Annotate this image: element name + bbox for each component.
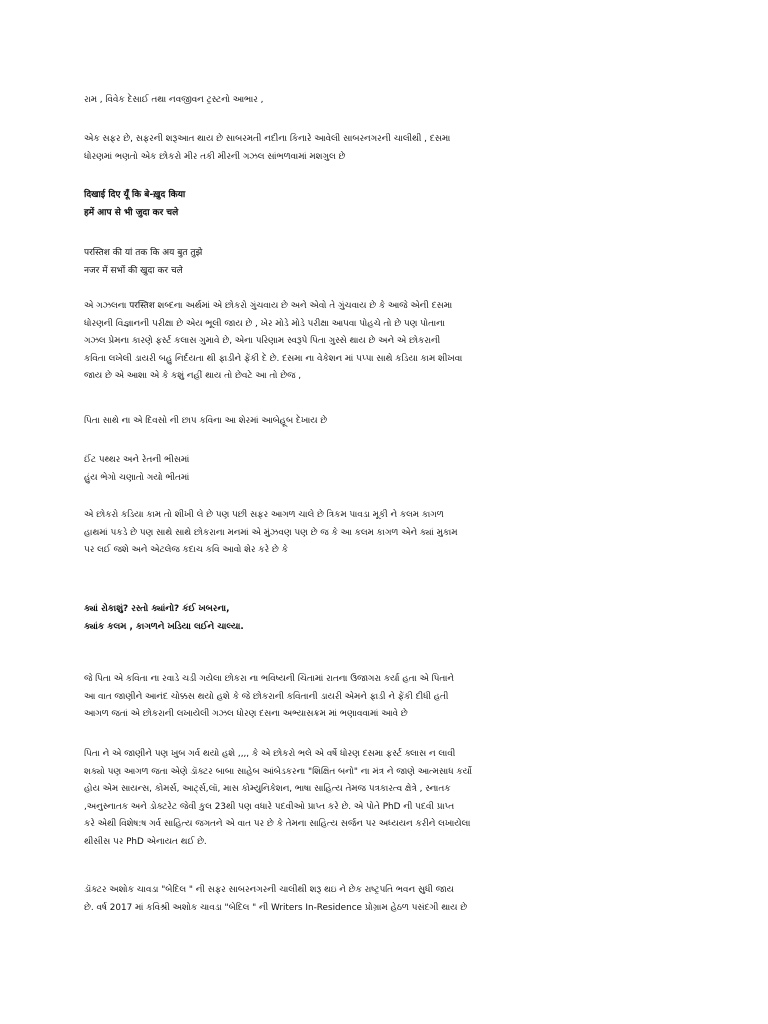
father-joy-paragraph [84,671,684,724]
ghazal-confusion-paragraph [84,298,684,386]
text-line: नजर में सभों की खुदा कर चले [84,265,183,276]
text-line: ,અનુસ્નાતક અને ડોક્ટરેટ જેવી કુલ 23થી પણ વધારે પદવીઓ પ્રાપ્ત કરે છે. એ પોતે PhD ની પદવી પ્રાપ્ત [84,801,455,812]
text-line: એક સફર છે, સફરની શરૂઆત થાય છે સાબરમતી નદીના કિનારે આવેલી સાબરનગરની ચાલીથી , દસમા [84,134,451,144]
text-line: ક્યાંક કલમ , કાગળને ખડિયા લઈને ચાલ્યા. [84,621,244,632]
text-line: એ ગઝલના परस्तिश શબ્દના અર્થમાં એ છોકરો ગુંચવાય છે અને એવો તે ગુંચવાય છે કે આજે એની દસમા [84,301,453,311]
text-line: એ છોકરો કડિયા કામ તો શીખી લે છે પણ પછી સફર આગળ ચાલે છે ત્રિકમ પાવડા મૂકી ને કલમ કાગળ [84,510,444,520]
text-line: કરે એથી વિશેષ:ષ ગર્વ સાહિત્ય જગતને એ વાત પર છે કે તેમના સાહિત્ય સર્જન પર અધ્યયન કરીને લખાયેલા [84,819,471,829]
gujarati-couplet-2 [84,601,684,636]
text-line: હુંય ભેગો ચણાતો ગયો ભીતમાં [84,472,190,483]
text-line: પર લઈ જશે અને એટલેજ કદાચ કવિ આવો શેર કરે છે કે [84,545,288,555]
acknowledgement-paragraph [84,92,684,110]
text-line: આ વાત જાણીને આનંદ ચોક્કસ થયો હશે કે જે છોકરાની કવિતાની ડાયરી એમને ફાડી ને ફેંકી દીધી હતી [84,691,449,702]
text-line: ક્યાં રોકાશું? રસ્તો ક્યાંનો? કંઈ ખબરના, [84,604,230,614]
father-days-paragraph [84,413,684,431]
text-line: दिखाई दिए यूँ कि बे-ख़ुद किया [84,190,186,200]
journey-paragraph [84,882,684,917]
text-line: ગઝલ પ્રેમના કારણે ફર્સ્ટ કલાસ ગુમાવે છે, એના પરિણામ સ્વરૂપે પિતા ગુસ્સે થાય છે અને એ છોકરાની [84,336,441,346]
text-line: ઈંટ પથ્થર અને રેતની ભીસમાં [84,455,190,465]
text-line: હાથમાં પકડે છે પણ સાથે સાથે છોકરાના મનમાં એ મુંઝવણ પણ છે જ કે આ કલમ કાગળ એને ક્યાં મુકામ [84,527,458,538]
text-line: જે પિતા એ કવિતા ના રવાડે ચડી ગયેલા છોકરા ના ભવિષ્યની ચિંતામાં રાતના ઉજાગરા કર્યા હતા એ પિતાને [84,674,454,684]
text-line: શક્યો પણ આગળ જતા એણે ડૉક્ટર બાબા સાહેબ આંબેડકરના "શિક્ષિત બનો" ના મંત્ર ને જાણે આત્મસાધ કર્યો [84,766,472,777]
text-line: થીસીસ પર PhD એનાયત થઈ છે. [84,836,207,847]
text-line: પિતા ને એ જાણીને પણ ખુબ ગર્વ થયો હશે ,,,, કે એ છોકરો ભલે એ વર્ષે ધોરણ દસમા ફર્સ્ટ ક્લાસ ન લાવી [84,749,456,759]
hindi-couplet-1 [84,187,684,222]
text-line: રામ , વિવેક દેસાઈ તથા નવજીવન ટ્રસ્ટનો આભાર , [84,95,264,105]
text-line: છે. વર્ષ 2017 માં કવિશ્રી અશોક ચાવડા "બેદિલ " ની Writers In-Residence પ્રોગ્રામ હેઠળ પસંદગી થાય છે [84,902,468,913]
text-line: હોય એમ સાયન્સ, કોમર્સ, આર્ટ્સ,લૉ, માસ કોમ્યુનિકેશન, ભાષા સાહિત્ય તેમજ પત્રકારત્વ ક્ષેત્રે , સ્નાતક [84,784,451,794]
intro-paragraph [84,131,684,166]
text-line: हमें आप से भी जुदा कर चले [84,207,179,218]
text-line: કવિતા લખેલી ડાયરી બહુ નિર્દયતા થી ફાડીને ફેંકી દે છે. દસમા ના વેકેશન માં પપ્પા સાથે કડિયા કામ શીખવા [84,353,463,364]
text-line: પિતા સાથે ના એ દિવસો ની છાપ કવિના આ શેરમાં આબેહૂબ દેખાય છે [84,416,328,426]
text-line: ધોરણમાં ભણતો એક છોકરો મીર તકી મીરની ગઝલ સાંભળવામાં મશગુલ છે [84,151,346,162]
text-line: જાય છે એ આશા એ કે કશું નહીં થાય તો છેવટે આ તો છેજ , [84,371,302,381]
text-line: ડૉક્ટર અશોક ચાવડા "બેદિલ " ની સફર સાબરનગરની ચાલીથી શરૂ થઇ ને છેક રાષ્ટ્રપતિ ભવન સુધી જાય [84,885,454,895]
degrees-paragraph [84,746,684,851]
mason-work-paragraph [84,507,684,560]
text-line: परस्तिश की यां तक कि अय बुत तुझे [84,248,203,258]
gujarati-couplet-1 [84,452,684,487]
text-line: ધોરણની વિજ્ઞાનની પરીક્ષા છે એય ભૂલી જાય છે , ખેર મોડે મોડે પરીક્ષા આપવા પોહચે તો છે પણ પોતાના [84,318,445,329]
hindi-couplet-2 [84,245,684,280]
text-line: આગળ જતાં એ છોકરાની લખાયેલી ગઝલ ધોરણ દસના અભ્યાસક્રમ માં ભણાવવામાં આવે છે [84,709,408,719]
